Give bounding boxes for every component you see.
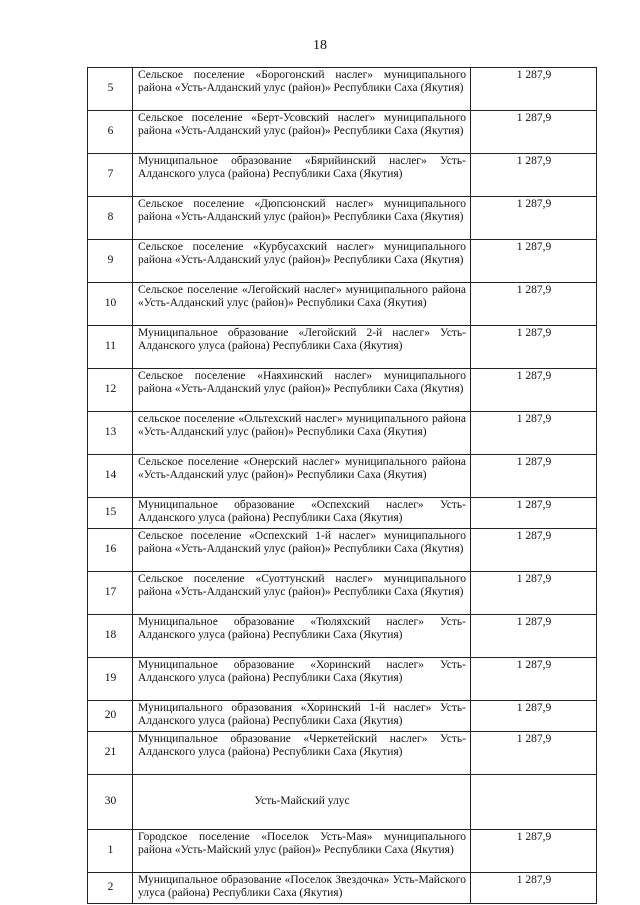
amount-value: 1 287,9	[471, 830, 597, 873]
settlement-name: Сельское поселение «Курбусахский наслег» муниципального района «Усть-Алданский улус (район)» Республики Саха (Якутия)	[133, 240, 471, 283]
settlement-name: Сельское поселение «Дюпсюнский наслег» муниципального района «Усть-Алданский улус (район)» Республики Саха (Якутия)	[133, 197, 471, 240]
table-row	[88, 455, 597, 498]
amount-value: 1 287,9	[471, 572, 597, 615]
settlement-name: Сельское поселение «Легойский наслег» муниципального района «Усть-Алданский улус (район)» Республики Саха (Якутия)	[133, 283, 471, 326]
settlement-name: Сельское поселение «Берт-Усовский наслег» муниципального района «Усть-Алданский улус (район)» Республики Саха (Якутия)	[133, 111, 471, 154]
table-row	[88, 283, 597, 326]
table-row	[88, 732, 597, 775]
settlement-name: Муниципальное образование «Легойский 2-й наслег» Усть-Алданского улуса (района) Республики Саха (Якутия)	[133, 326, 471, 369]
row-number: 19	[88, 658, 133, 701]
table-row	[88, 111, 597, 154]
amount-value: 1 287,9	[471, 529, 597, 572]
settlement-name: Муниципальное образование «Бярийинский наслег» Усть-Алданского улуса (района) Республики Саха (Якутия)	[133, 154, 471, 197]
row-number: 12	[88, 369, 133, 412]
table-row	[88, 615, 597, 658]
amount-value: 1 287,9	[471, 283, 597, 326]
table-row	[88, 68, 597, 111]
table-row	[88, 572, 597, 615]
amount-value: 1 287,9	[471, 658, 597, 701]
row-number: 8	[88, 197, 133, 240]
amount-value: 1 287,9	[471, 154, 597, 197]
row-number: 6	[88, 111, 133, 154]
amount-value: 1 287,9	[471, 701, 597, 732]
settlement-name: Муниципальное образование «Тюляхский наслег» Усть-Алданского улуса (района) Республики Саха (Якутия)	[133, 615, 471, 658]
table-row	[88, 326, 597, 369]
row-number: 5	[88, 68, 133, 111]
section-title: Усть-Майский улус	[133, 775, 471, 830]
amount-value: 1 287,9	[471, 68, 597, 111]
row-number: 30	[88, 775, 133, 830]
table-row	[88, 830, 597, 873]
row-number: 13	[88, 412, 133, 455]
row-number: 18	[88, 615, 133, 658]
settlement-name: Муниципальное образование «Поселок Звездочка» Усть-Майского улуса (района) Республики Саха (Якутия)	[133, 873, 471, 904]
amount-value: 1 287,9	[471, 326, 597, 369]
amount-value: 1 287,9	[471, 240, 597, 283]
amount-value: 1 287,9	[471, 498, 597, 529]
table-row	[88, 701, 597, 732]
table-row	[88, 369, 597, 412]
table-row	[88, 873, 597, 904]
settlement-name: Муниципальное образование «Черкетейский наслег» Усть-Алданского улуса (района) Республики Саха (Якутия)	[133, 732, 471, 775]
page-number: 18	[313, 38, 327, 53]
amount-value: 1 287,9	[471, 197, 597, 240]
settlement-name: Муниципальное образование «Хоринский наслег» Усть-Алданского улуса (района) Республики Саха (Якутия)	[133, 658, 471, 701]
amount-value: 1 287,9	[471, 873, 597, 904]
row-number: 7	[88, 154, 133, 197]
allocation-table	[87, 67, 597, 904]
settlement-name: Сельское поселение «Онерский наслег» муниципального района «Усть-Алданский улус (район)» Республики Саха (Якутия)	[133, 455, 471, 498]
row-number: 17	[88, 572, 133, 615]
amount-value: 1 287,9	[471, 732, 597, 775]
table-body	[88, 68, 597, 904]
row-number: 15	[88, 498, 133, 529]
amount-value: 1 287,9	[471, 455, 597, 498]
settlement-name: Сельское поселение «Борогонский наслег» муниципального района «Усть-Алданский улус (район)» Республики Саха (Якутия)	[133, 68, 471, 111]
table-row	[88, 197, 597, 240]
row-number: 11	[88, 326, 133, 369]
table-row	[88, 240, 597, 283]
settlement-name: Городское поселение «Поселок Усть-Мая» муниципального района «Усть-Майский улус (район)» Республики Саха (Якутия)	[133, 830, 471, 873]
amount-value: 1 287,9	[471, 412, 597, 455]
settlement-name: Муниципального образования «Хоринский 1-й наслег» Усть-Алданского улуса (района) Республики Саха (Якутия)	[133, 701, 471, 732]
amount-value	[471, 775, 597, 830]
row-number: 2	[88, 873, 133, 904]
table-row	[88, 658, 597, 701]
row-number: 9	[88, 240, 133, 283]
table-row	[88, 498, 597, 529]
table-row	[88, 154, 597, 197]
row-number: 10	[88, 283, 133, 326]
row-number: 20	[88, 701, 133, 732]
row-number: 16	[88, 529, 133, 572]
amount-value: 1 287,9	[471, 369, 597, 412]
settlement-name: Сельское поселение «Оспехский 1-й наслег» муниципального района «Усть-Алданский улус (район)» Республики Саха (Якутия)	[133, 529, 471, 572]
settlement-name: сельское поселение «Ольтехский наслег» муниципального района «Усть-Алданский улус (район)» Республики Саха (Якутия)	[133, 412, 471, 455]
settlement-name: Муниципальное образование «Оспехский наслег» Усть-Алданского улуса (района) Республики Саха (Якутия)	[133, 498, 471, 529]
section-row	[88, 775, 597, 830]
row-number: 21	[88, 732, 133, 775]
row-number: 14	[88, 455, 133, 498]
table-row	[88, 412, 597, 455]
settlement-name: Сельское поселение «Суоттунский наслег» муниципального района «Усть-Алданский улус (район)» Республики Саха (Якутия)	[133, 572, 471, 615]
amount-value: 1 287,9	[471, 111, 597, 154]
amount-value: 1 287,9	[471, 615, 597, 658]
row-number: 1	[88, 830, 133, 873]
table-row	[88, 529, 597, 572]
settlement-name: Сельское поселение «Наяхинский наслег» муниципального района «Усть-Алданский улус (район)» Республики Саха (Якутия)	[133, 369, 471, 412]
